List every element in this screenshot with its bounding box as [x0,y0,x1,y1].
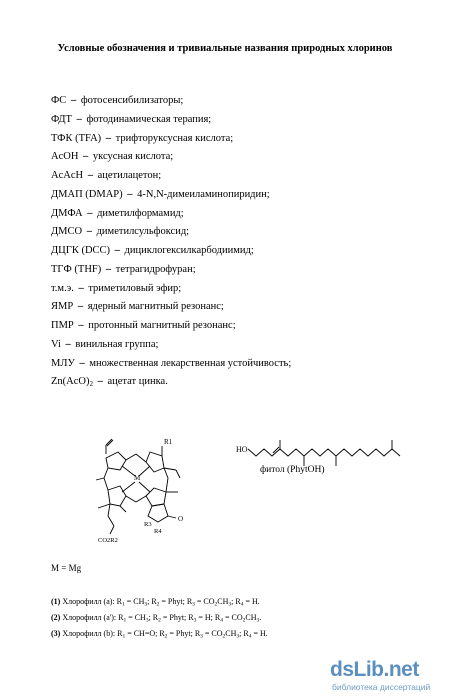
compound-subscript: 4 [220,617,223,624]
abbreviation-definition: трифторуксусная кислота; [115,132,234,144]
abbreviation-dash: – [78,282,84,294]
watermark-logo [330,658,440,694]
r1-label: R1 [164,438,173,446]
hydroxyl-label: HO [236,445,248,454]
compound-text: ; R [239,629,249,638]
compound-text: = H. [251,629,268,638]
compound-subscript: 2 [222,633,226,640]
abbreviation-item [51,148,431,167]
abbreviation-dash: – [97,376,103,388]
compound-subscript: 3 [200,633,203,640]
abbreviation-term: ФДТ [51,113,72,125]
compound-name: Хлорофилл (a'): R [62,613,124,622]
abbreviation-item [51,242,431,261]
abbreviation-item [51,280,431,299]
abbreviation-dash: – [70,95,77,106]
compound-text: = CO [194,597,215,606]
compound-number: (1) [51,597,61,606]
abbreviation-definition: диметилсульфоксид; [96,226,190,238]
metal-label: M [134,474,141,482]
chlorophyll-structure-diagram [92,430,202,545]
compound-text: . [259,613,262,622]
abbreviation-term-main: Zn(AcO) [51,376,90,388]
abbreviation-definition: ацетат цинка. [107,376,168,388]
compound-item [51,594,441,610]
abbreviation-definition: ядерный магнитный резонанс; [87,301,224,313]
compound-subscript: 2 [158,617,161,624]
compound-item [51,626,441,642]
abbreviation-item [51,298,431,317]
co2r2-label: CO2R2 [98,537,118,544]
metal-note: M = Mg [51,563,82,573]
compound-text: CH [217,597,229,606]
compound-subscript: 1 [121,601,125,608]
abbreviation-term: ФС [51,95,67,106]
compound-subscript: 2 [242,617,246,624]
abbreviation-term: AcAcH [51,170,84,181]
abbreviation-term: ДЦГК (DCC) [51,245,111,256]
abbreviation-list [51,92,431,392]
compound-text: = Phyt; R [167,629,201,638]
abbreviation-dash: – [78,320,84,331]
phytol-structure-diagram [232,428,412,488]
compound-subscript: 3 [192,601,195,608]
abbreviation-dash: – [105,263,112,275]
abbreviation-item [51,205,431,224]
abbreviation-dash: – [79,357,85,369]
compound-subscript: 3 [145,617,149,624]
compound-subscript: 3 [228,601,232,608]
abbreviation-term: AcOH [51,151,79,163]
compound-subscript: 3 [236,633,240,640]
compound-text: = Phyt; R [160,613,194,622]
abbreviation-dash: – [86,226,92,238]
compound-text: ; R [148,613,159,622]
abbreviation-item [51,130,431,149]
compound-subscript: 2 [156,601,160,608]
abbreviation-item [51,223,431,242]
oxo-label: O [178,515,184,523]
abbreviation-definition: диметилформамид; [97,207,184,219]
compound-subscript: 3 [144,601,148,608]
abbreviation-term: ДМФА [51,207,83,219]
abbreviation-item [51,92,431,111]
compound-text: = CO [222,613,243,622]
abbreviation-term: т.м.э. [51,282,74,294]
compound-list [51,594,441,642]
compound-subscript: 2 [214,601,218,608]
abbreviation-definition: тетрагидрофуран; [115,263,196,275]
compound-text: CH [245,613,257,622]
abbreviation-item [51,186,431,205]
abbreviation-definition: винильная группа; [75,338,159,350]
abbreviation-term: ТФК (TFA) [51,132,102,144]
abbreviation-dash: – [83,151,89,163]
abbreviation-definition: протонный магнитный резонанс; [88,320,236,331]
abbreviation-item [51,111,431,130]
abbreviation-dash: – [87,170,93,181]
abbreviation-term-subscript: 2 [89,380,93,389]
abbreviation-term: ТГФ (THF) [51,263,102,275]
compound-text: = CH [124,597,145,606]
abbreviation-definition: дициклогексилкарбодиимид; [124,245,254,256]
compound-subscript: 4 [240,601,244,608]
abbreviation-item [51,373,431,392]
abbreviation-dash: – [105,132,112,144]
abbreviation-dash: – [77,301,84,313]
abbreviation-definition: фотодинамическая терапия; [86,113,212,125]
watermark-subtitle: библиотека диссертаций [332,682,431,692]
abbreviation-definition: ацетилацетон; [97,170,162,181]
abbreviation-term: ДМСО [51,226,83,238]
compound-text: CH [225,629,237,638]
r4-label: R4 [154,528,162,535]
compound-subscript: 3 [256,617,260,624]
abbreviation-dash: – [65,338,71,350]
abbreviation-term: ПМР [51,320,74,331]
abbreviation-dash: – [127,188,133,200]
compound-text: = CH [126,613,146,622]
abbreviation-item [51,167,431,186]
r3-label: R3 [144,521,152,528]
abbreviation-definition: триметиловый эфир; [88,282,182,294]
compound-text: = CH=O; R [125,629,165,638]
compound-subscript: 1 [122,633,126,640]
compound-text: = CO [202,629,223,638]
compound-text: = H. [243,597,260,606]
compound-number: (3) [51,629,61,638]
abbreviation-term: Vi [51,338,61,350]
abbreviation-definition: множественная лекарственная устойчивость; [89,357,292,369]
abbreviation-definition: уксусная кислота; [92,151,174,163]
abbreviation-definition: фотосенсибилизаторы; [80,95,184,106]
abbreviation-item [51,261,431,280]
abbreviation-term: МЛУ [51,357,75,369]
compound-number: (2) [51,613,61,622]
compound-name: Хлорофилл (b): R [62,629,123,638]
abbreviation-term: ДМАП (DMAP) [51,188,123,200]
abbreviation-definition: 4-N,N-димеиламинопиридин; [137,188,270,200]
page-title: Условные обозначения и тривиальные названия природных хлоринов [57,43,393,54]
abbreviation-item [51,355,431,374]
compound-subscript: 2 [164,633,168,640]
compound-subscript: 1 [123,617,127,624]
abbreviation-term: ЯМР [51,301,74,313]
phytol-caption: фитол (PhytOH) [260,465,325,475]
compound-text: ; R [231,597,241,606]
abbreviation-dash: – [76,113,82,125]
compound-text: ; R [147,597,157,606]
abbreviation-dash: – [114,245,120,256]
compound-name: Хлорофилл (a): R [62,597,122,606]
abbreviation-item [51,317,431,336]
compound-subscript: 4 [248,633,252,640]
abbreviation-term [51,376,93,387]
compound-subscript: 3 [193,617,197,624]
compound-item [51,610,441,626]
compound-text: = Phyt; R [159,597,193,606]
compound-text: = H; R [196,613,221,622]
abbreviation-item [51,336,431,355]
watermark-logo-text: dsLib.net [330,658,419,681]
abbreviation-dash: – [87,207,93,219]
